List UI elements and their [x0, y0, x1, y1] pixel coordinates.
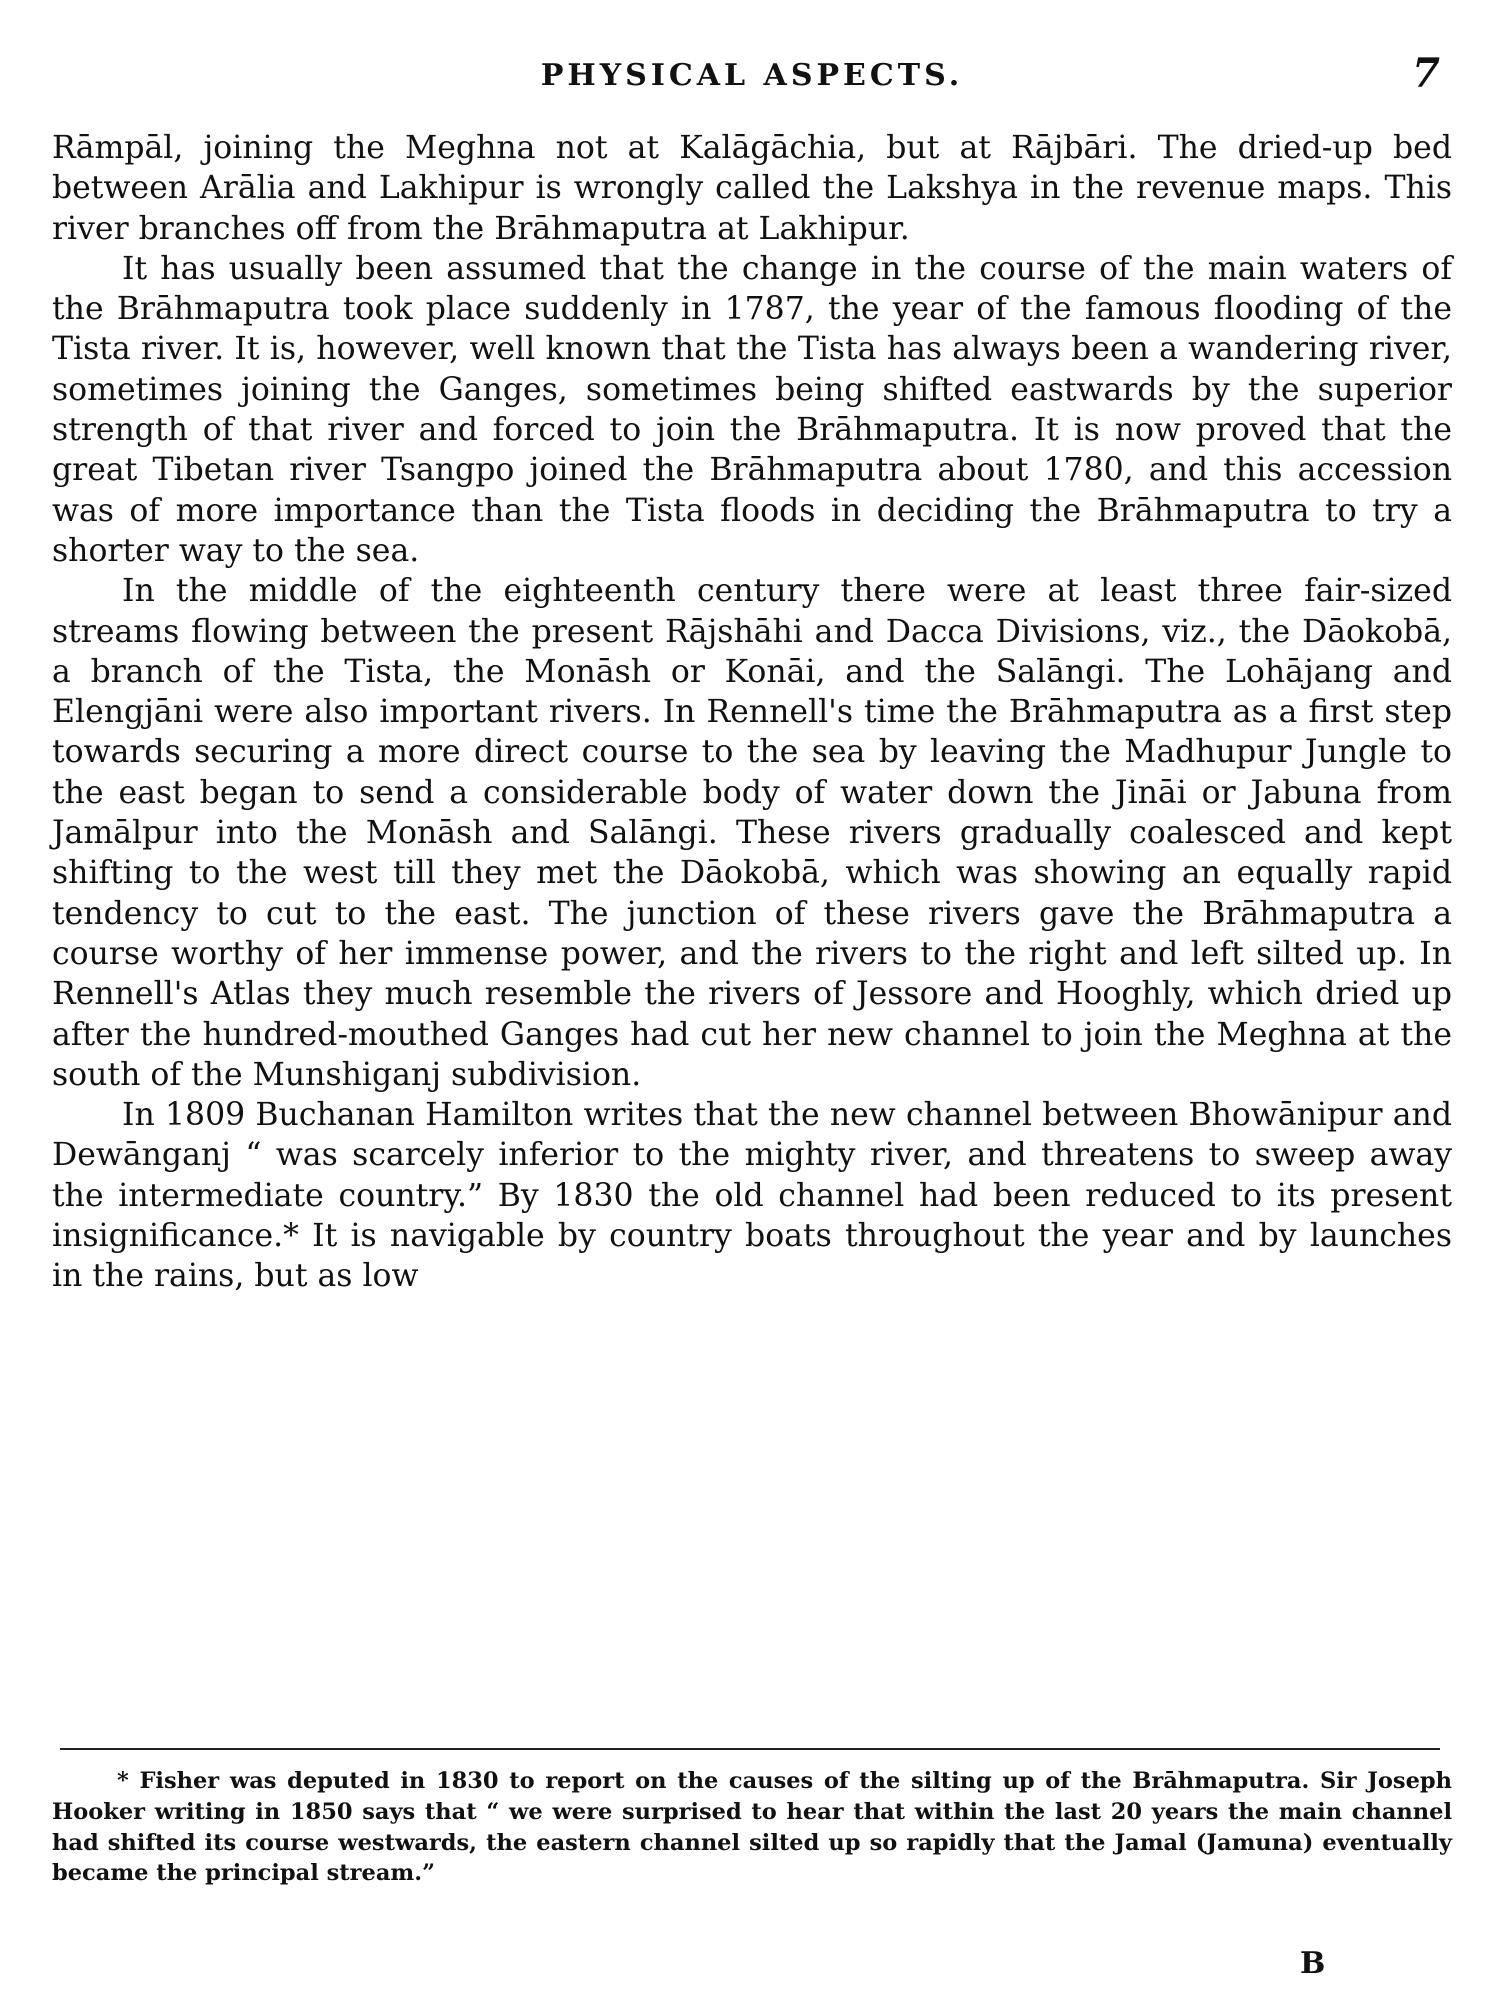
footnote	[52, 1766, 1452, 1889]
page-header	[52, 50, 1452, 108]
page-number: 7	[1412, 50, 1440, 97]
signature-mark: B	[1300, 1946, 1326, 1981]
body-text	[52, 128, 1452, 1297]
paragraph-3: In the middle of the eighteenth century there were at least three fair-sized streams flowing between the present Rājshāhi and Dacca Divisions, viz., the Dāokobā, a branch of the Tista, the Monāsh or Konāi, and the Salāngi. The Lohājang and Elengjāni were also important rivers. In Rennell's time the Brāhmaputra as a first step towards securing a more direct course to the sea by leaving the Madhupur Jungle to the east began to send a considerable body of water down the Jināi or Jabuna from Jamālpur into the Monāsh and Salāngi. These rivers gradually coalesced and kept shifting to the west till they met the Dāokobā, which was showing an equally rapid tendency to cut to the east. The junction of these rivers gave the Brāhmaputra a course worthy of her immense power, and the rivers to the right and left silted up. In Rennell's Atlas they much resemble the rivers of Jessore and Hooghly, which dried up after the hundred-mouthed Ganges had cut her new channel to join the Meghna at the south of the Munshiganj subdivision.	[52, 573, 1452, 1093]
running-head: PHYSICAL ASPECTS.	[540, 58, 964, 93]
paragraph-1: Rāmpāl, joining the Meghna not at Kalāgāchia, but at Rājbāri. The dried-up bed between Arālia and Lakhipur is wrongly called the Lakshya in the revenue maps. This river branches off from the Brāhmaputra at Lakhipur.	[52, 130, 1452, 247]
paragraph-4: In 1809 Buchanan Hamilton writes that the new channel between Bhowānipur and Dewānganj “ was scarcely inferior to the mighty river, and threatens to sweep away the intermediate country.” By 1830 the old channel had been reduced to its present insignificance.* It is navigable by country boats throughout the year and by launches in the rains, but as low	[52, 1097, 1452, 1295]
footnote-text: * Fisher was deputed in 1830 to report on the causes of the silting up of the Brāhmaputra. Sir Joseph Hooker writing in 1850 says that “ we were surprised to hear that within the last 20 years the main channel had shifted its course westwards, the eastern channel silted up so rapidly that the Jamal (Jamuna) eventually became the principal stream.”	[52, 1768, 1452, 1887]
paragraph-2: It has usually been assumed that the change in the course of the main waters of the Brāhmaputra took place suddenly in 1787, the year of the famous flooding of the Tista river. It is, however, well known that the Tista has always been a wandering river, sometimes joining the Ganges, sometimes being shifted eastwards by the superior strength of that river and forced to join the Brāhmaputra. It is now proved that the great Tibetan river Tsangpo joined the Brāhmaputra about 1780, and this accession was of more importance than the Tista floods in deciding the Brāhmaputra to try a shorter way to the sea.	[52, 250, 1452, 569]
footnote-rule	[60, 1748, 1440, 1750]
